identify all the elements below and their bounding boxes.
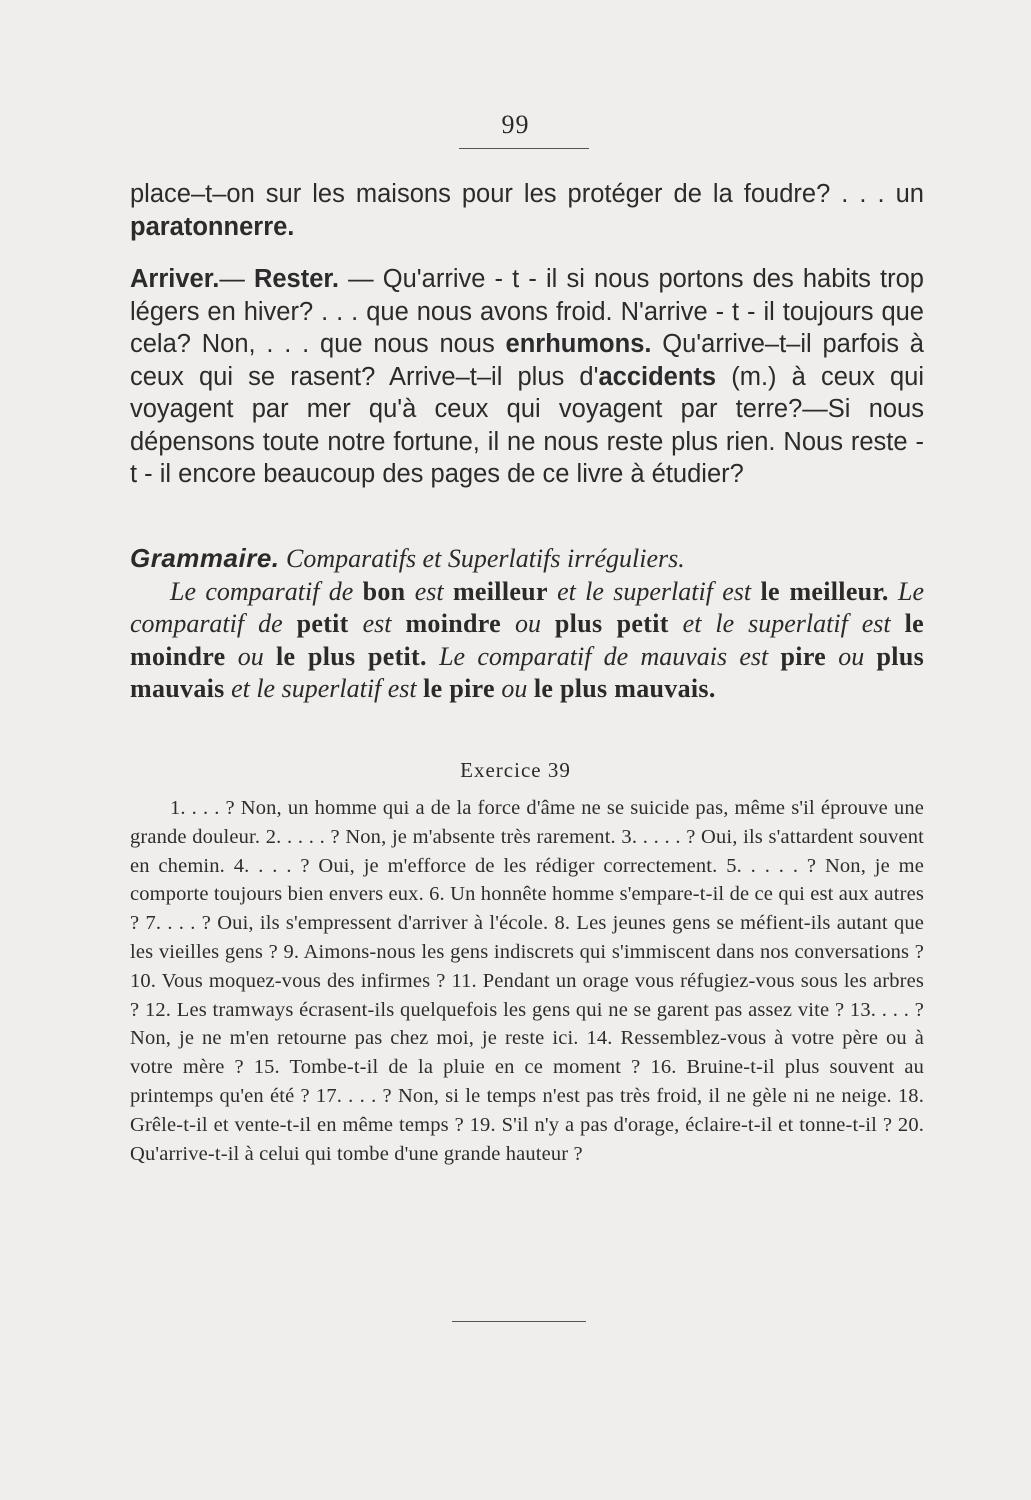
grammar-title: Comparatifs et Superlatifs irréguliers. [279,544,685,573]
arriver-text-a: — Qu'arrive - t - il si nous portons des habits trop légers en hiver? . . . que nous avons froid. N'arrive - t - il toujours que cela? Non, . . . que nous nous [130,265,924,358]
rule-text-12: ou [494,674,534,703]
word-bon: bon [362,576,406,606]
rule-text-10: ou [826,641,877,671]
rule-text-11: et le superlatif est [224,674,424,703]
paragraph-arriver-rester [130,263,924,491]
bottom-rule [452,1321,586,1322]
rule-text-2: est [405,576,453,606]
word-le-meilleur: le meilleur. [760,576,889,606]
word-enrhumons: enrhumons. [505,330,652,358]
paragraph-foudre-text: place–t–on sur les maisons pour les protéger de la foudre? . . . un [130,180,924,208]
word-plus-mauvais: plus mauvais [130,641,925,703]
exercise-body [130,794,924,1168]
grammar-section [130,542,924,706]
word-le-moindre: le moindre [130,609,924,671]
rule-text-7: et le superlatif est [668,609,905,638]
arriver-text-b: Qu'arrive–t–il parfois à ceux qui se rasent? Arrive–t–il plus d' [130,330,924,391]
arriver-text-c: (m.) à ceux qui voyagent par mer qu'à ceux qui voyagent par terre?—Si nous dépensons toute notre fortune, il ne nous reste plus rien. Nous reste - t - il encore beaucoup des pages de ce livre à étudier? [130,362,924,488]
rule-text-3: et le superlatif est [547,576,761,606]
rule-text-9: Le comparatif de mauvais est [426,641,781,671]
grammar-rules [130,576,924,706]
heading-rester: Rester. [253,265,340,293]
grammar-label: Grammaire. [130,543,280,573]
word-petit: petit [296,609,349,638]
page-number: 99 [501,110,530,139]
heading-arriver: Arriver. [130,265,220,293]
main-text [130,178,924,491]
rule-text-1: Le comparatif de [170,576,363,606]
exercise-text: 1. . . . ? Non, un homme qui a de la force d'âme ne se suicide pas, même s'il éprouve une grande douleur. 2. . . . . ? Non, je m'absente très rarement. 3. . . . . ? Oui, ils s'attardent souvent en chemin. 4. . . . ? Oui, je m'efforce de les rédiger correctement. 5. . . . . ? Non, je me comporte toujours bien envers eux. 6. Un honnête homme s'empare-t-il de ce qui est aux autres ? 7. . . . ? Oui, ils s'empressent d'arriver à l'école. 8. Les jeunes gens se méfient-ils autant que les vieilles gens ? 9. Aimons-nous les gens indiscrets qui s'immiscent dans nos conversations ? 10. Vous moquez-vous des infirmes ? 11. Pendant un orage vous réfugiez-vous sous les arbres ? 12. Les tramways écrasent-ils quelquefois les gens qui ne se garent pas assez vite ? 13. . . . ? Non, je ne m'en retourne pas chez moi, je reste ici. 14. Ressemblez-vous à votre père ou à votre mère ? 15. Tombe-t-il de la pluie en ce moment ? 16. Bruine-t-il plus souvent au printemps qu'en été ? 17. . . . ? Non, si le temps n'est pas très froid, il ne gèle ni ne neige. 18. Grêle-t-il et vente-t-il en même temps ? 19. S'il n'y a pas d'orage, éclaire-t-il et tonne-t-il ? 20. Qu'arrive-t-il à celui qui tombe d'une grande hauteur ? [130,797,924,1165]
paragraph-foudre [130,178,924,243]
word-pire: pire [780,641,827,671]
word-le-plus-petit: le plus petit. [276,641,427,671]
rule-text-6: ou [500,609,555,638]
word-meilleur: meilleur [452,576,548,606]
word-le-pire: le pire [423,674,495,703]
dash: — [219,265,254,293]
word-moindre: moindre [405,609,501,638]
word-paratonnerre: paratonnerre. [130,212,295,241]
rule-text-8: ou [225,641,277,671]
word-accidents: accidents [598,362,717,391]
top-rule [459,148,589,149]
word-le-plus-mauvais: le plus mauvais. [533,674,716,703]
rule-text-4: Le comparatif de [130,576,925,638]
word-plus-petit: plus petit [554,609,669,638]
exercise-title: Exercice 39 [460,758,571,782]
grammar-heading [130,542,924,576]
rule-text-5: est [348,609,406,638]
